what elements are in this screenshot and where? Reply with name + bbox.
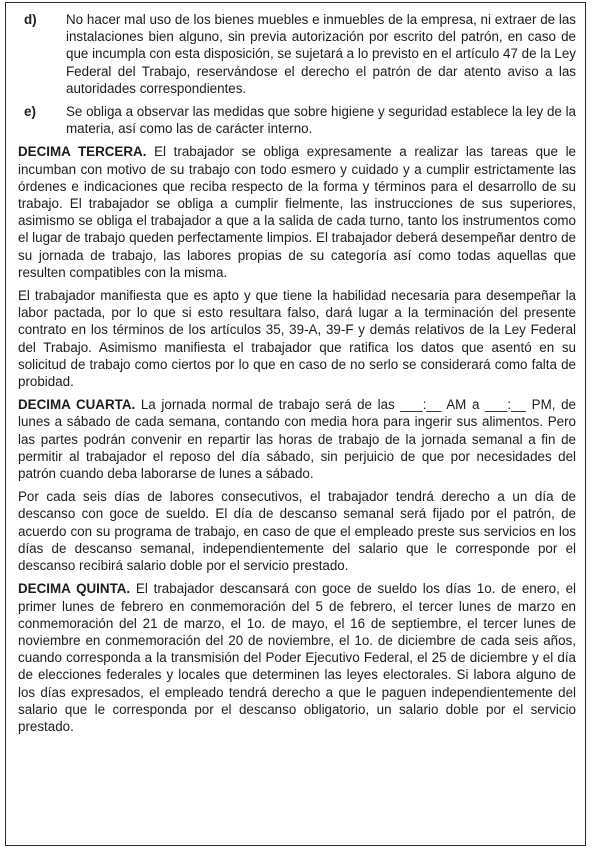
- paragraph-text: Por cada seis días de labores consecutivos, el trabajador tendrá derecho a un día de descanso con goce de sueldo. El día de descanso semanal será fijado por el patrón, de acuerdo con su programa de trabajo, en caso de que el empleado preste sus servicios en los días de descanso semanal, independientemente del salario que le corresponde por el descanso recibirá salario doble por el servicio prestado.: [18, 489, 576, 574]
- clause-text: El trabajador descansará con goce de sueldo los días 1o. de enero, el primer lunes de febrero en conmemoración del 5 de febrero, el tercer lunes de marzo en conmemoración del 21 de marzo, el 1o. de mayo, el 16 de septiembre, el tercer lunes de noviembre en conmemoración del 20 de noviembre, el 1o. de diciembre de cada seis años, cuando corresponda a la transmisión del Poder Ejecutivo Federal, el 25 de diciembre y el día de elecciones federales y locales que determinen las leyes electorales. Si labora alguno de los días expresados, el empleado tendrá derecho a que le paguen independientemente del salario que le corresponda por el descanso obligatorio, un salario doble por el servicio prestado.: [18, 581, 577, 734]
- clause-heading: DECIMA QUINTA.: [18, 581, 131, 597]
- list-item-d: [18, 11, 576, 97]
- clause-paragraph: [18, 488, 576, 574]
- list-item-text: No hacer mal uso de los bienes muebles e inmuebles de la empresa, ni extraer de las instalaciones bien alguno, sin previa autorización por escrito del patrón, en caso de que incumpla con esta disposición, se sujetará a lo previsto en el artículo 47 de la Ley Federal del Trabajo, reservándose el derecho el patrón de dar atento aviso a las autoridades correspondientes.: [66, 12, 576, 96]
- clause-text: La jornada normal de trabajo será de las ___:__ AM a ___:__ PM, de lunes a sábado de cada semana, contando con media hora para ingerir sus alimentos. Pero las partes podrán convenir en repartir las horas de trabajo de la jornada semanal a fin de permitir al trabajador el reposo del día sábado, sin perjuicio de que por necesidades del patrón cuando deba laborarse de lunes a sábado.: [18, 397, 576, 482]
- list-item-letter: d): [24, 12, 37, 27]
- clause-heading: DECIMA TERCERA.: [18, 144, 147, 160]
- clause-decima-tercera: [18, 143, 576, 281]
- clause-paragraph: [18, 287, 576, 390]
- clause-decima-cuarta: [18, 396, 576, 482]
- paragraph-text: El trabajador manifiesta que es apto y que tiene la habilidad necesaria para desempeñar la labor pactada, por lo que si esto resultara falso, dará lugar a la terminación del presente contrato en los términos de los artículos 35, 39-A, 39-F y demás relativos de la Ley Federal del Trabajo. Asimismo manifiesta el trabajador que ratifica los datos que asentó en su solicitud de trabajo como ciertos por lo que en caso de no serlo se considerará como falta de probidad.: [18, 288, 576, 390]
- list-item-letter: e): [24, 104, 36, 120]
- list-item-text: Se obliga a observar las medidas que sobre higiene y seguridad establece la ley de la materia, así como las de carácter interno.: [66, 104, 576, 137]
- document-body: [18, 11, 576, 741]
- list-item-e: [18, 103, 576, 137]
- clause-heading: DECIMA CUARTA.: [18, 397, 136, 413]
- clause-text: El trabajador se obliga expresamente a realizar las tareas que le incumban con motivo de su trabajo con todo esmero y cuidado y a cumplir estrictamente las órdenes e indicaciones que reciba respecto de la forma y términos para el desarrollo de su trabajo. El trabajador se obliga a cumplir fielmente, las instrucciones de sus superiores, asimismo se obliga el trabajador a que a la salida de cada turno, tanto los instrumentos como el lugar de trabajo queden perfectamente limpios. El trabajador deberá desempeñar dentro de su jornada de trabajo, las labores propias de su categoría así como todas aquellas que resulten compatibles con la misma.: [18, 144, 576, 280]
- document-frame: [5, 2, 586, 846]
- clause-decima-quinta: [18, 580, 576, 735]
